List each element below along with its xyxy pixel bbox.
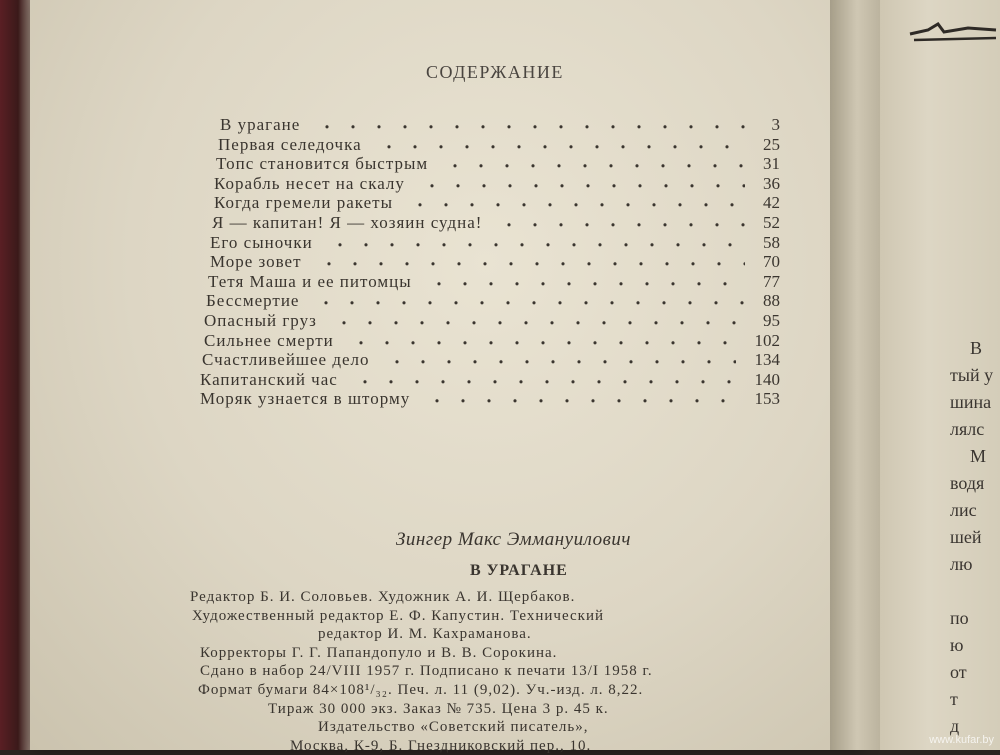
text-fragment: по	[950, 608, 969, 628]
imprint-line: Корректоры Г. Г. Папандопуло и В. В. Сорокина.	[200, 644, 558, 661]
right-page-text	[950, 330, 1000, 740]
book-title: В УРАГАНЕ	[470, 562, 568, 579]
toc-entry	[200, 233, 780, 253]
toc-entry-page: 3	[771, 115, 780, 134]
text-fragment: лялс	[950, 419, 985, 439]
toc-entry	[200, 389, 780, 409]
text-fragment: от	[950, 662, 967, 682]
toc-entry-title: Бессмертие	[206, 291, 300, 311]
toc-entry-page: 134	[754, 350, 780, 370]
toc-entry-title: Море зовет	[210, 252, 302, 272]
watermark: www.kufar.by	[929, 734, 994, 746]
toc-leader-dots	[419, 174, 745, 194]
text-fragment: лю	[950, 554, 973, 574]
toc-entry-title: Первая селедочка	[218, 134, 362, 154]
toc-entry-title: Сильнее смерти	[204, 330, 334, 350]
text-fragment: лис	[950, 500, 977, 520]
toc-entry	[200, 311, 780, 331]
text-fragment: ю	[950, 635, 964, 655]
imprint-line: Москва, К-9, Б. Гнездниковский пер., 10.	[290, 737, 592, 754]
toc-entry-title: В урагане	[220, 115, 301, 134]
imprint-line: Редактор Б. И. Соловьев. Художник А. И. Щербаков.	[190, 589, 576, 605]
toc-entry	[200, 174, 780, 194]
toc-entry-page: 77	[763, 271, 780, 291]
text-fragment: д	[950, 716, 960, 736]
toc-leader-dots	[496, 213, 745, 233]
toc-leader-dots	[424, 389, 736, 409]
toc-entry	[200, 193, 780, 213]
toc-entry-page: 31	[763, 154, 780, 174]
toc-entry-page: 58	[763, 232, 780, 252]
toc-entry	[200, 213, 780, 233]
toc-entry-page: 140	[754, 369, 780, 389]
toc-entry-title: Моряк узнается в шторму	[200, 389, 411, 409]
toc-entry-title: Тетя Маша и ее питомцы	[208, 271, 412, 291]
toc-entry-page: 88	[763, 291, 780, 311]
toc-leader-dots	[314, 115, 753, 135]
right-page	[880, 0, 1000, 750]
toc-entry-title: Когда гремели ракеты	[214, 193, 393, 213]
toc-entry	[200, 350, 780, 370]
toc-entry-page: 42	[763, 193, 780, 213]
text-fragment: т	[950, 689, 958, 709]
ship-ornament-icon	[908, 20, 998, 46]
toc-entry-page: 153	[754, 389, 780, 409]
toc-entry-page: 36	[763, 173, 780, 193]
text-fragment: В	[970, 338, 983, 358]
toc-entry	[200, 252, 780, 272]
imprint-line: Тираж 30 000 экз. Заказ № 735. Цена 3 р. 45 к.	[268, 700, 609, 717]
toc-entry-page: 102	[754, 330, 780, 350]
toc-leader-dots	[384, 350, 736, 370]
imprint-line: Издательство «Советский писатель»,	[318, 719, 589, 736]
toc-entry-title: Счастливейшее дело	[202, 350, 370, 370]
toc-leader-dots	[407, 193, 745, 213]
imprint-line: редактор И. М. Кахраманова.	[318, 626, 532, 643]
toc-entry-page: 52	[763, 212, 780, 232]
toc-entry	[200, 370, 780, 390]
toc-entry-title: Корабль несет на скалу	[214, 173, 405, 193]
toc-entry-title: Его сыночки	[210, 232, 313, 252]
toc-leader-dots	[376, 135, 745, 155]
colophon-imprint	[190, 588, 800, 755]
toc-entry-page: 95	[763, 310, 780, 330]
toc-leader-dots	[442, 154, 745, 174]
toc-entry	[200, 135, 780, 155]
text-fragment: водя	[950, 473, 985, 493]
toc-leader-dots	[352, 370, 736, 390]
text-fragment: шей	[950, 527, 982, 547]
toc-entry-title: Опасный груз	[204, 310, 317, 330]
toc-entry-title: Топс становится быстрым	[216, 154, 429, 174]
text-fragment: тый у	[950, 365, 994, 385]
imprint-line: Формат бумаги 84×108¹/₃₂. Печ. л. 11 (9,02). Уч.-изд. л. 8,22.	[198, 681, 644, 698]
toc-entry	[200, 272, 780, 292]
toc-title: СОДЕРЖАНИЕ	[426, 62, 564, 82]
toc-entry-page: 25	[763, 134, 780, 154]
text-fragment: шина	[950, 392, 992, 412]
text-fragment: М	[970, 446, 987, 466]
toc-leader-dots	[331, 311, 745, 331]
toc-leader-dots	[426, 272, 745, 292]
toc-entry-page: 70	[763, 252, 780, 272]
imprint-line: Сдано в набор 24/VIII 1957 г. Подписано к печати 13/I 1958 г.	[200, 663, 653, 680]
toc-entry-title: Я — капитан! Я — хозяин судна!	[212, 212, 483, 232]
toc-leader-dots	[348, 331, 736, 351]
toc-entry	[200, 154, 780, 174]
table-of-contents	[200, 115, 780, 409]
toc-entry-title: Капитанский час	[200, 369, 338, 389]
toc-leader-dots	[316, 252, 745, 272]
toc-leader-dots	[327, 233, 745, 253]
toc-leader-dots	[313, 291, 745, 311]
toc-entry	[200, 291, 780, 311]
imprint-line: Художественный редактор Е. Ф. Капустин. Технический	[192, 607, 605, 624]
toc-entry	[200, 115, 780, 135]
left-page	[30, 0, 860, 754]
toc-entry	[200, 331, 780, 351]
author-name: Зингер Макс Эммануилович	[396, 529, 631, 550]
